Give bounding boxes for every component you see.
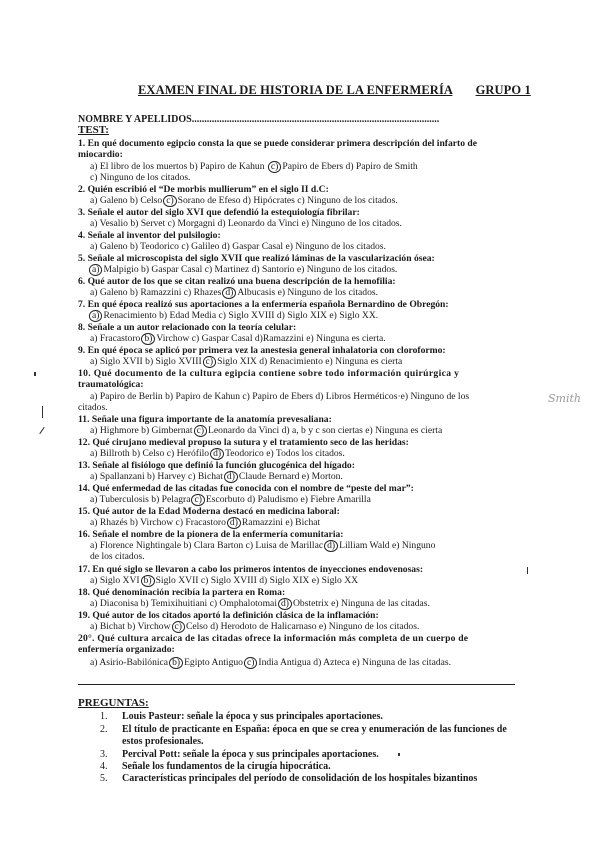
answers-5-rest: Malpigio b) Gaspar Casal c) Martinez d) Santorio e) Ninguno de los citados. <box>103 264 398 275</box>
answers-13-text: a) Spallanzani b) Harvey c) Bichat <box>90 471 223 482</box>
question-10: 10. Qué documento de la cultura egipcia contiene sobre todo información quirúrgica y <box>78 368 460 379</box>
answers-5 <box>88 264 397 276</box>
answers-11 <box>90 425 442 437</box>
circled-answer: d) <box>324 540 338 552</box>
answers-1-rest: Papiro de Ebers d) Papiro de Smith <box>282 161 418 172</box>
question-20: 20°. Qué cultura arcaica de las citadas ofrece la información más completa de un cuerpo de <box>78 633 469 644</box>
answers-19 <box>90 621 419 633</box>
answers-15-text: a) Rhazés b) Virchow c) Fracastoro <box>90 517 226 528</box>
question-20-cont: enfermería organizado: <box>78 644 175 655</box>
answers-12 <box>90 448 345 460</box>
answers-9 <box>90 356 402 368</box>
pregunta-4-text: Señale los fundamentos de la cirugía hipocrática. <box>122 761 331 772</box>
circled-answer: c) <box>163 195 176 207</box>
circled-answer: c) <box>191 494 204 506</box>
answers-6-text: a) Galeno b) Ramazzini c) Rhazes <box>90 287 222 298</box>
answers-12-rest: Teodorico e) Todos los citados. <box>225 448 345 459</box>
answers-10: a) Papiro de Berlin b) Papiro de Kahun c) Papiro de Ebers d) Libros Herméticos·e) Ninguno de los <box>90 391 470 402</box>
answers-8 <box>90 333 386 345</box>
answers-8-text: a) Fracastoro <box>90 333 141 344</box>
answers-20 <box>90 657 451 669</box>
question-8: 8. Señale a un autor relacionado con la teoría celular: <box>78 322 297 333</box>
question-4: 4. Señale al inventor del pulsilogio: <box>78 230 221 241</box>
answers-14 <box>90 494 371 506</box>
pregunta-1-text: Louis Pasteur: señale la época y sus principales aportaciones. <box>122 711 383 722</box>
answers-20-text: a) Asirio-Babilónica <box>90 657 169 668</box>
pregunta-5-text: Características principales del período de consolidación de los hospitales bizantinos <box>122 773 478 784</box>
question-7: 7. En qué época realizó sus aportaciones a la enfermería española Bernardino de Obregón: <box>78 299 449 310</box>
pregunta-5 <box>100 773 477 785</box>
circled-answer: d) <box>210 448 224 460</box>
pregunta-2-number: 2. <box>100 724 108 735</box>
answers-2-rest: Sorano de Efeso d) Hipócrates c) Ninguno de los citados. <box>177 195 398 206</box>
answers-1-text: a) El libro de los muertos b) Papiro de Kahun <box>90 161 265 172</box>
question-15: 15. Qué autor de la Edad Moderna destacó en medicina laboral: <box>78 506 340 517</box>
answers-17 <box>90 575 358 587</box>
question-13: 13. Señale al fisiólogo que definió la función glucogénica del hígado: <box>78 460 355 471</box>
circled-answer: c) <box>244 657 257 669</box>
answers-18-text: a) Diaconisa b) Temixihuitiani c) Omphalotomai <box>90 598 277 609</box>
answers-3: a) Vesalio b) Servet c) Morgagni d) Leonardo da Vinci e) Ninguno de los citados. <box>90 218 402 229</box>
section-divider <box>78 684 515 685</box>
pregunta-2-cont: estos profesionales. <box>122 736 204 747</box>
answers-18 <box>90 598 430 610</box>
answers-9-text: a) Siglo XVII b) Siglo XVIII <box>90 356 202 367</box>
answers-14-text: a) Tuberculosis b) Pelagra <box>90 494 191 505</box>
answers-19-rest: Celso d) Herodoto de Halicarnaso e) Ninguno de los citados. <box>185 621 420 632</box>
name-field-label: NOMBRE Y APELLIDOS................................................................................................... <box>78 114 440 125</box>
answers-8-rest: Virchow c) Gaspar Casal d)Ramazzini e) Ninguna es cierta. <box>156 333 386 344</box>
test-heading: TEST: <box>78 124 109 136</box>
circled-answer: b) <box>141 333 155 345</box>
scan-speck <box>398 753 400 756</box>
circled-answer: d) <box>227 517 241 529</box>
answers-13 <box>90 471 343 483</box>
question-11: 11. Señale una figura importante de la anatomía prevesaliana: <box>78 414 332 425</box>
question-1-cont: miocardio: <box>78 149 123 160</box>
question-16: 16. Señale el nombre de la pionera de la enfermería comunitaria: <box>78 529 344 540</box>
answers-10-cont: citados. <box>78 402 108 413</box>
exam-title <box>138 83 531 98</box>
pregunta-1 <box>100 711 383 723</box>
pregunta-5-number: 5. <box>100 773 108 784</box>
pregunta-2 <box>100 724 507 736</box>
answers-20-rest: India Antigua d) Azteca e) Ninguna de las citadas. <box>258 657 452 668</box>
answers-15-rest: Ramazzini e) Bichat <box>241 517 321 528</box>
circled-answer: d) <box>278 598 292 610</box>
answers-7 <box>88 310 378 322</box>
circled-answer: a) <box>89 310 102 322</box>
circled-answer: c) <box>172 621 185 633</box>
scan-speck <box>34 372 36 376</box>
answers-16-rest: Lilliam Wald e) Ninguno <box>339 540 436 551</box>
circled-answer: b) <box>141 575 155 587</box>
circled-answer: c) <box>203 356 216 368</box>
circled-answer: d) <box>222 287 236 299</box>
question-10-cont: traumatológica: <box>78 379 144 390</box>
circled-answer: a) <box>89 264 102 276</box>
answers-12-text: a) Billroth b) Celso c) Herófilo <box>90 448 210 459</box>
answers-16-cont: de los citados. <box>90 551 145 562</box>
question-5: 5. Señale al microscopista del siglo XVII que realizó láminas de la vascularización ósea: <box>78 253 435 264</box>
circled-answer: c) <box>194 425 207 437</box>
answers-11-rest: Leonardo da Vinci d) a, b y c son ciertas e) Ninguna es cierta <box>208 425 443 436</box>
pregunta-3-number: 3. <box>100 749 108 760</box>
answers-13-rest: Claude Bernard e) Morton. <box>238 471 343 482</box>
pregunta-3-text: Percival Pott: señale la época y sus principales aportaciones. <box>122 749 379 760</box>
pregunta-3 <box>100 749 379 761</box>
question-12: 12. Qué cirujano medieval propuso la sutura y el tratamiento seco de las heridas: <box>78 437 409 448</box>
answers-7-rest: Renacimiento b) Edad Media c) Siglo XVIII d) Siglo XIX e) Siglo XX. <box>103 310 379 321</box>
question-3: 3. Señale el autor del siglo XVI que defendió la estequiología fibrilar: <box>78 207 360 218</box>
answers-18-rest: Obstetrix e) Ninguna de las citadas. <box>292 598 430 609</box>
pregunta-4 <box>100 761 331 773</box>
question-2: 2. Quién escribió el “De morbis mullierum” en el siglo II d.C: <box>78 184 329 195</box>
answers-19-text: a) Bichat b) Virchow <box>90 621 171 632</box>
exam-title-text: EXAMEN FINAL DE HISTORIA DE LA ENFERMERÍA <box>138 83 453 97</box>
answers-2-text: a) Galeno b) Celso <box>90 195 163 206</box>
answers-15 <box>90 517 320 529</box>
answers-17-rest: Siglo XVII c) Siglo XVIII d) Siglo XIX e) Siglo XX <box>155 575 359 586</box>
question-9: 9. En qué época se aplicó por primera vez la anestesia general inhalatoria con cloroformo: <box>78 345 446 356</box>
question-6: 6. Qué autor de los que se citan realizó una buena descripción de la hemofilia: <box>78 276 396 287</box>
answers-6-rest: Albucasis e) Ninguno de los citados. <box>237 287 379 298</box>
pregunta-4-number: 4. <box>100 761 108 772</box>
circled-answer: c) <box>268 161 281 173</box>
answers-17-text: a) Siglo XVI <box>90 575 140 586</box>
scan-speck <box>527 567 528 574</box>
margin-handwritten-note: Smith <box>548 392 581 405</box>
answers-4: a) Galeno b) Teodorico c) Galileo d) Gaspar Casal e) Ninguno de los citados. <box>90 241 386 252</box>
exam-group: GRUPO 1 <box>475 83 531 97</box>
answers-6 <box>90 287 378 299</box>
question-17: 17. En qué siglo se llevaron a cabo los primeros intentos de inyecciones endovenosas: <box>78 564 424 575</box>
answers-11-text: a) Highmore b) Gimbernat <box>90 425 193 436</box>
circled-answer: b) <box>169 657 183 669</box>
answers-9-rest: Siglo XIX d) Renacimiento e) Ninguna es cierta <box>217 356 403 367</box>
answers-1-cont: c) Ninguno de los citados. <box>90 172 191 183</box>
pregunta-2-text: El título de practicante en España: época en que se crea y enumeración de las funciones de <box>122 724 507 735</box>
question-18: 18. Qué denominación recibía la partera en Roma: <box>78 587 286 598</box>
scan-speck <box>39 427 44 434</box>
answers-14-rest: Escorbuto d) Paludismo e) Fiebre Amarilla <box>205 494 371 505</box>
scan-speck <box>42 406 43 418</box>
circled-answer: d) <box>224 471 238 483</box>
pregunta-1-number: 1. <box>100 711 108 722</box>
answers-20-mid: Egipto Antiguo <box>184 657 243 668</box>
question-14: 14. Qué enfermedad de las citadas fue conocida con el nombre de “peste del mar”: <box>78 483 414 494</box>
answers-2 <box>90 195 398 207</box>
answers-16-text: a) Florence Nightingale b) Clara Barton c) Luisa de Marillac <box>90 540 324 551</box>
question-19: 19. Qué autor de los citados aportó la definición clásica de la inflamación: <box>78 610 379 621</box>
preguntas-heading: PREGUNTAS: <box>78 697 149 709</box>
question-1: 1. En qué documento egipcio consta la que se puede considerar primera descripción del infarto de <box>78 138 478 149</box>
